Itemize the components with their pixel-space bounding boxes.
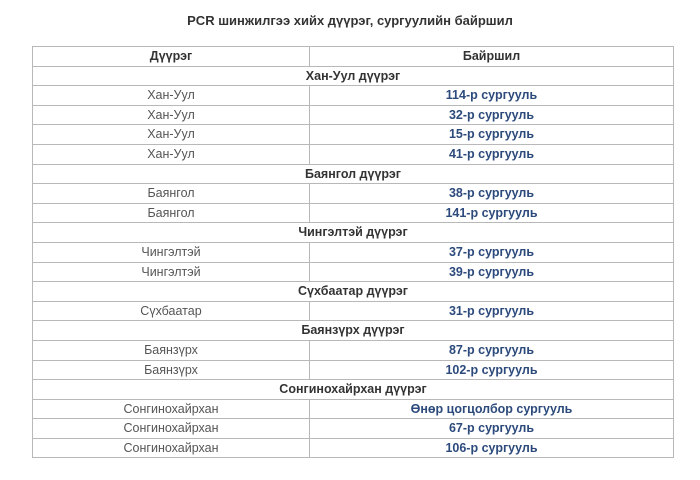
table-row <box>33 340 674 360</box>
group-row <box>33 66 674 86</box>
location-cell: 31-р сургууль <box>310 301 674 321</box>
district-cell: Сүхбаатар <box>33 301 310 321</box>
table-row <box>33 399 674 419</box>
location-cell: 41-р сургууль <box>310 144 674 164</box>
location-cell: 102-р сургууль <box>310 360 674 380</box>
group-heading: Сонгинохайрхан дүүрэг <box>33 380 674 400</box>
district-cell: Баянзүрх <box>33 340 310 360</box>
group-heading: Баянзүрх дүүрэг <box>33 321 674 341</box>
column-header-district: Дүүрэг <box>33 47 310 67</box>
group-row <box>33 282 674 302</box>
location-cell: 67-р сургууль <box>310 419 674 439</box>
group-row <box>33 380 674 400</box>
table-row <box>33 184 674 204</box>
group-heading: Баянгол дүүрэг <box>33 164 674 184</box>
location-cell: 39-р сургууль <box>310 262 674 282</box>
page-title: PCR шинжилгээ хийх дүүрэг, сургуулийн байршил <box>187 13 513 28</box>
table-row <box>33 438 674 458</box>
location-cell: 106-р сургууль <box>310 438 674 458</box>
district-cell: Сонгинохайрхан <box>33 399 310 419</box>
table-row <box>33 262 674 282</box>
table-row <box>33 105 674 125</box>
group-heading: Сүхбаатар дүүрэг <box>33 282 674 302</box>
location-cell: 38-р сургууль <box>310 184 674 204</box>
column-header-location: Байршил <box>310 47 674 67</box>
table-row <box>33 242 674 262</box>
location-cell: 32-р сургууль <box>310 105 674 125</box>
group-heading: Чингэлтэй дүүрэг <box>33 223 674 243</box>
table-row <box>33 86 674 106</box>
district-cell: Хан-Уул <box>33 144 310 164</box>
location-cell: 141-р сургууль <box>310 203 674 223</box>
table-body <box>33 66 674 458</box>
table-row <box>33 360 674 380</box>
location-cell: 87-р сургууль <box>310 340 674 360</box>
table-row <box>33 125 674 145</box>
district-cell: Чингэлтэй <box>33 262 310 282</box>
table-row <box>33 203 674 223</box>
group-heading: Хан-Уул дүүрэг <box>33 66 674 86</box>
location-cell: 37-р сургууль <box>310 242 674 262</box>
district-cell: Сонгинохайрхан <box>33 438 310 458</box>
district-cell: Чингэлтэй <box>33 242 310 262</box>
district-cell: Баянгол <box>33 203 310 223</box>
location-cell: 114-р сургууль <box>310 86 674 106</box>
group-row <box>33 164 674 184</box>
district-cell: Баянзүрх <box>33 360 310 380</box>
table-row <box>33 419 674 439</box>
district-cell: Сонгинохайрхан <box>33 419 310 439</box>
pcr-locations-table <box>32 46 674 458</box>
district-cell: Хан-Уул <box>33 105 310 125</box>
district-cell: Хан-Уул <box>33 86 310 106</box>
table-row <box>33 301 674 321</box>
table-row <box>33 144 674 164</box>
location-cell: Өнөр цогцолбор сургууль <box>310 399 674 419</box>
district-cell: Баянгол <box>33 184 310 204</box>
group-row <box>33 321 674 341</box>
location-cell: 15-р сургууль <box>310 125 674 145</box>
table-header-row <box>33 47 674 67</box>
group-row <box>33 223 674 243</box>
district-cell: Хан-Уул <box>33 125 310 145</box>
